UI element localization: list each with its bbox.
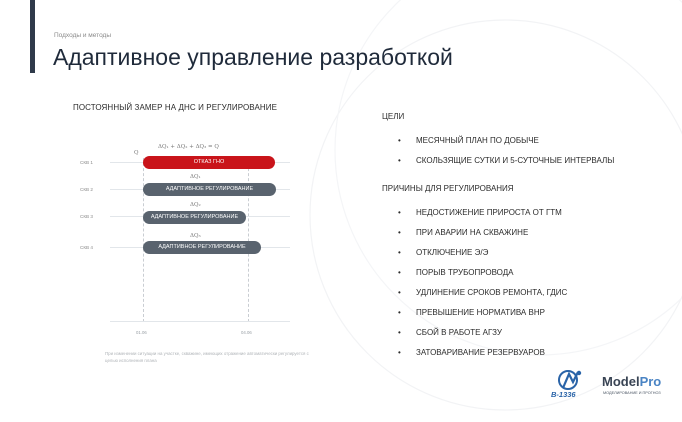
bullet-icon: •: [398, 328, 401, 337]
row-label: СКВ 2: [80, 187, 93, 192]
chart-heading: ПОСТОЯННЫЙ ЗАМЕР НА ДНС И РЕГУЛИРОВАНИЕ: [73, 103, 278, 112]
bullet-icon: •: [398, 136, 401, 145]
axis-line: [110, 321, 290, 322]
list-item: [398, 208, 567, 228]
bar-adaptive-regulation: АДАПТИВНОЕ РЕГУЛИРОВАНИЕ: [143, 211, 246, 224]
bullet-icon: •: [398, 348, 401, 357]
bullet-icon: •: [398, 156, 401, 165]
b1336-logo-text: В-1336: [551, 390, 576, 399]
bullet-icon: •: [398, 248, 401, 257]
list-item: [398, 136, 614, 156]
list-item-text: ПОРЫВ ТРУБОПРОВОДА: [416, 268, 514, 277]
q-label: Q: [134, 150, 139, 156]
list-item: [398, 268, 567, 288]
regulation-chart: [70, 140, 310, 340]
list-item: [398, 328, 567, 348]
chart-footnote: При изменении ситуации на участке, скважине, имеющих отражение автоматически регулируется с целью исполнения плана: [105, 351, 309, 363]
list-item-text: УДЛИНЕНИЕ СРОКОВ РЕМОНТА, ГДИС: [416, 288, 568, 297]
list-item-text: ЗАТОВАРИВАНИЕ РЕЗЕРВУАРОВ: [416, 348, 545, 357]
list-item-text: ОТКЛЮЧЕНИЕ Э/Э: [416, 248, 489, 257]
modelpro-logo-accent: Pro: [639, 374, 662, 389]
list-item-text: СКОЛЬЗЯЩИЕ СУТКИ И 5-СУТОЧНЫЕ ИНТЕРВАЛЫ: [416, 156, 615, 165]
start-date-line: [143, 158, 144, 322]
row-label: СКВ 1: [80, 160, 93, 165]
list-item: [398, 348, 567, 368]
bullet-icon: •: [398, 308, 401, 317]
bullet-icon: •: [398, 228, 401, 237]
goals-list: [398, 136, 614, 176]
list-item: [398, 156, 614, 176]
list-item: [398, 288, 567, 308]
bullet-icon: •: [398, 288, 401, 297]
x-tick: 04.06: [241, 330, 252, 335]
list-item: [398, 308, 567, 328]
delta-label: ΔQ₂: [190, 202, 201, 208]
list-item-text: СБОЙ В РАБОТЕ АГЗУ: [416, 328, 502, 337]
row-label: СКВ 3: [80, 214, 93, 219]
delta-label: ΔQ₁: [190, 174, 201, 180]
x-tick: 01.06: [136, 330, 147, 335]
bar-adaptive-regulation: АДАПТИВНОЕ РЕГУЛИРОВАНИЕ: [143, 241, 261, 254]
list-item-text: ПРЕВЫШЕНИЕ НОРМАТИВА ВНР: [416, 308, 545, 317]
delta-label: ΔQ₃: [190, 233, 201, 239]
section-label: Подходы и методы: [54, 32, 112, 39]
reasons-heading: ПРИЧИНЫ ДЛЯ РЕГУЛИРОВАНИЯ: [382, 184, 514, 193]
goals-heading: ЦЕЛИ: [382, 112, 405, 121]
modelpro-logo: [602, 374, 661, 389]
bullet-icon: •: [398, 208, 401, 217]
formula: ΔQ₁ + ΔQ₂ + ΔQ₃ = Q: [158, 144, 219, 150]
bullet-icon: •: [398, 268, 401, 277]
modelpro-tagline: МОДЕЛИРОВАНИЕ И ПРОГНОЗ: [603, 391, 661, 395]
list-item-text: НЕДОСТИЖЕНИЕ ПРИРОСТА ОТ ГТМ: [416, 208, 562, 217]
bar-adaptive-regulation: АДАПТИВНОЕ РЕГУЛИРОВАНИЕ: [143, 183, 276, 196]
list-item: [398, 248, 567, 268]
bar-gno-failure: ОТКАЗ ГНО: [143, 156, 275, 169]
list-item-text: ПРИ АВАРИИ НА СКВАЖИНЕ: [416, 228, 529, 237]
list-item: [398, 228, 567, 248]
list-item-text: МЕСЯЧНЫЙ ПЛАН ПО ДОБЫЧЕ: [416, 136, 539, 145]
reasons-list: [398, 208, 567, 368]
page-title: Адаптивное управление разработкой: [53, 44, 453, 70]
modelpro-logo-main: Model: [602, 374, 640, 389]
row-label: СКВ 4: [80, 245, 93, 250]
